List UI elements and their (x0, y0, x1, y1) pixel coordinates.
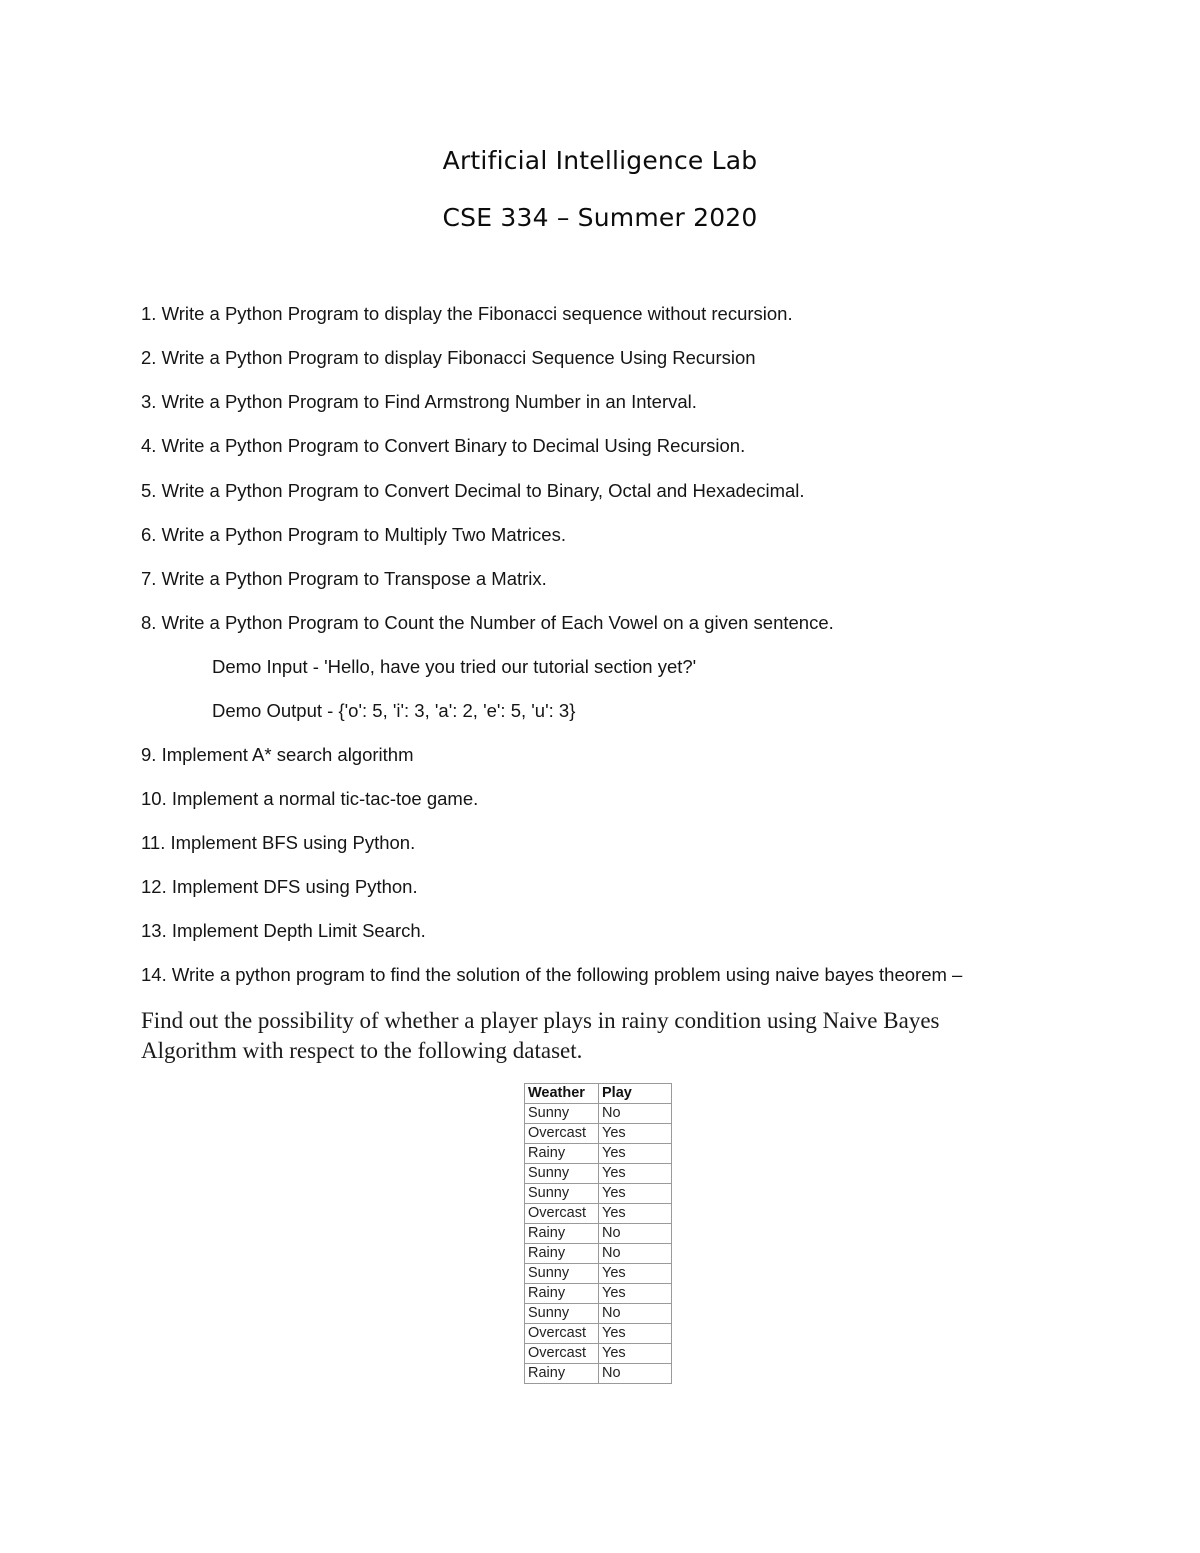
cell-weather: Rainy (525, 1364, 599, 1384)
dataset-table (524, 1083, 672, 1384)
cell-play: Yes (599, 1324, 672, 1344)
list-item: 14. Write a python program to find the solution of the following problem using naive bayes theorem – (141, 964, 963, 985)
demo-input: Demo Input - 'Hello, have you tried our tutorial section yet?' (212, 656, 697, 677)
cell-weather: Overcast (525, 1204, 599, 1224)
table-row (525, 1164, 672, 1184)
table-row (525, 1224, 672, 1244)
list-item: 7. Write a Python Program to Transpose a Matrix. (141, 568, 547, 589)
table-row (525, 1144, 672, 1164)
table-row (525, 1264, 672, 1284)
cell-play: Yes (599, 1344, 672, 1364)
cell-weather: Rainy (525, 1244, 599, 1264)
cell-play: Yes (599, 1164, 672, 1184)
cell-weather: Rainy (525, 1224, 599, 1244)
list-item: 12. Implement DFS using Python. (141, 876, 418, 897)
cell-play: Yes (599, 1124, 672, 1144)
table-row (525, 1284, 672, 1304)
list-item: 3. Write a Python Program to Find Armstrong Number in an Interval. (141, 391, 697, 412)
list-item: 2. Write a Python Program to display Fibonacci Sequence Using Recursion (141, 347, 756, 368)
list-item: 9. Implement A* search algorithm (141, 744, 414, 765)
cell-play: Yes (599, 1204, 672, 1224)
cell-weather: Overcast (525, 1124, 599, 1144)
document-subtitle: CSE 334 – Summer 2020 (442, 203, 758, 232)
problem-statement: Find out the possibility of whether a player plays in rainy condition using Naive Bayes Algorithm with respect to the following dataset. (141, 1008, 940, 1063)
cell-play: Yes (599, 1184, 672, 1204)
column-header-play: Play (599, 1084, 672, 1104)
cell-play: No (599, 1104, 672, 1124)
cell-weather: Sunny (525, 1264, 599, 1284)
cell-play: Yes (599, 1264, 672, 1284)
table-header-row (525, 1084, 672, 1104)
table-row (525, 1304, 672, 1324)
cell-weather: Rainy (525, 1144, 599, 1164)
list-item: 10. Implement a normal tic-tac-toe game. (141, 788, 479, 809)
column-header-weather: Weather (525, 1084, 599, 1104)
list-item: 6. Write a Python Program to Multiply Two Matrices. (141, 524, 566, 545)
cell-weather: Rainy (525, 1284, 599, 1304)
list-item: 4. Write a Python Program to Convert Binary to Decimal Using Recursion. (141, 435, 746, 456)
cell-weather: Sunny (525, 1184, 599, 1204)
cell-play: No (599, 1364, 672, 1384)
table-row (525, 1104, 672, 1124)
list-item: 1. Write a Python Program to display the Fibonacci sequence without recursion. (141, 303, 793, 324)
cell-play: No (599, 1304, 672, 1324)
cell-weather: Overcast (525, 1324, 599, 1344)
cell-weather: Sunny (525, 1304, 599, 1324)
table-row (525, 1184, 672, 1204)
table-row (525, 1204, 672, 1224)
cell-play: No (599, 1244, 672, 1264)
list-item: 8. Write a Python Program to Count the Number of Each Vowel on a given sentence. (141, 612, 834, 633)
cell-weather: Sunny (525, 1164, 599, 1184)
cell-play: Yes (599, 1284, 672, 1304)
cell-weather: Overcast (525, 1344, 599, 1364)
cell-weather: Sunny (525, 1104, 599, 1124)
table-row (525, 1344, 672, 1364)
list-item: 5. Write a Python Program to Convert Decimal to Binary, Octal and Hexadecimal. (141, 480, 805, 501)
demo-output: Demo Output - {'o': 5, 'i': 3, 'a': 2, 'e': 5, 'u': 3} (212, 700, 576, 721)
document-title: Artificial Intelligence Lab (442, 146, 758, 175)
list-item: 13. Implement Depth Limit Search. (141, 920, 426, 941)
table-row (525, 1244, 672, 1264)
table-row (525, 1324, 672, 1344)
list-item: 11. Implement BFS using Python. (141, 832, 416, 853)
cell-play: Yes (599, 1144, 672, 1164)
table-row (525, 1364, 672, 1384)
table-row (525, 1124, 672, 1144)
cell-play: No (599, 1224, 672, 1244)
